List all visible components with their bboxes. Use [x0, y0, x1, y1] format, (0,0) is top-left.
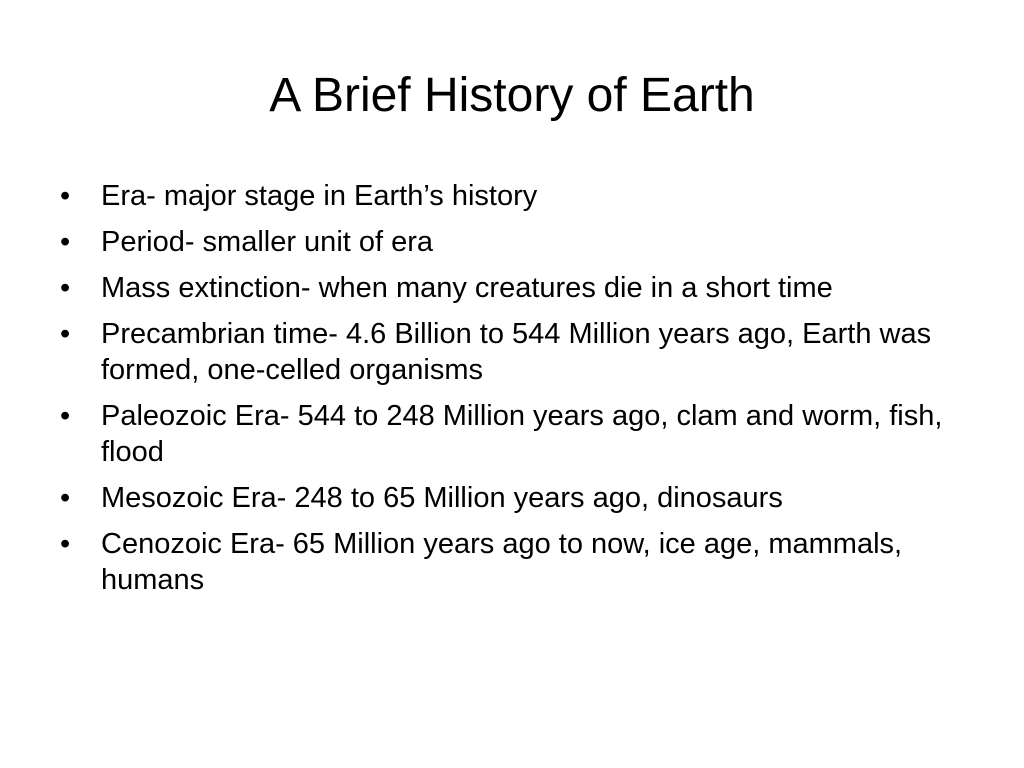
bullet-text: Era- major stage in Earth’s history — [101, 180, 538, 212]
bullet-item-mesozoic — [60, 480, 960, 516]
bullet-icon: • — [60, 272, 71, 304]
bullet-item-cenozoic — [60, 526, 960, 598]
bullet-icon: • — [60, 180, 71, 212]
bullet-icon: • — [60, 482, 71, 514]
bullet-item-precambrian — [60, 316, 960, 388]
bullet-list — [60, 178, 960, 608]
bullet-text: Mesozoic Era- 248 to 65 Million years ago, dinosaurs — [101, 482, 783, 514]
bullet-text: Mass extinction- when many creatures die in a short time — [101, 272, 833, 304]
bullet-text: Period- smaller unit of era — [101, 226, 434, 258]
bullet-icon: • — [60, 528, 71, 560]
bullet-icon: • — [60, 318, 71, 350]
bullet-item-paleozoic — [60, 398, 960, 470]
bullet-icon: • — [60, 400, 71, 432]
bullet-text: Cenozoic Era- 65 Million years ago to now, ice age, mammals, humans — [101, 528, 903, 596]
slide-title: A Brief History of Earth — [269, 69, 755, 122]
bullet-item-era — [60, 178, 960, 214]
bullet-text: Precambrian time- 4.6 Billion to 544 Million years ago, Earth was formed, one-celled organisms — [101, 318, 932, 386]
bullet-item-period — [60, 224, 960, 260]
bullet-icon: • — [60, 226, 71, 258]
bullet-item-mass-extinction — [60, 270, 960, 306]
bullet-text: Paleozoic Era- 544 to 248 Million years ago, clam and worm, fish, flood — [101, 400, 943, 468]
